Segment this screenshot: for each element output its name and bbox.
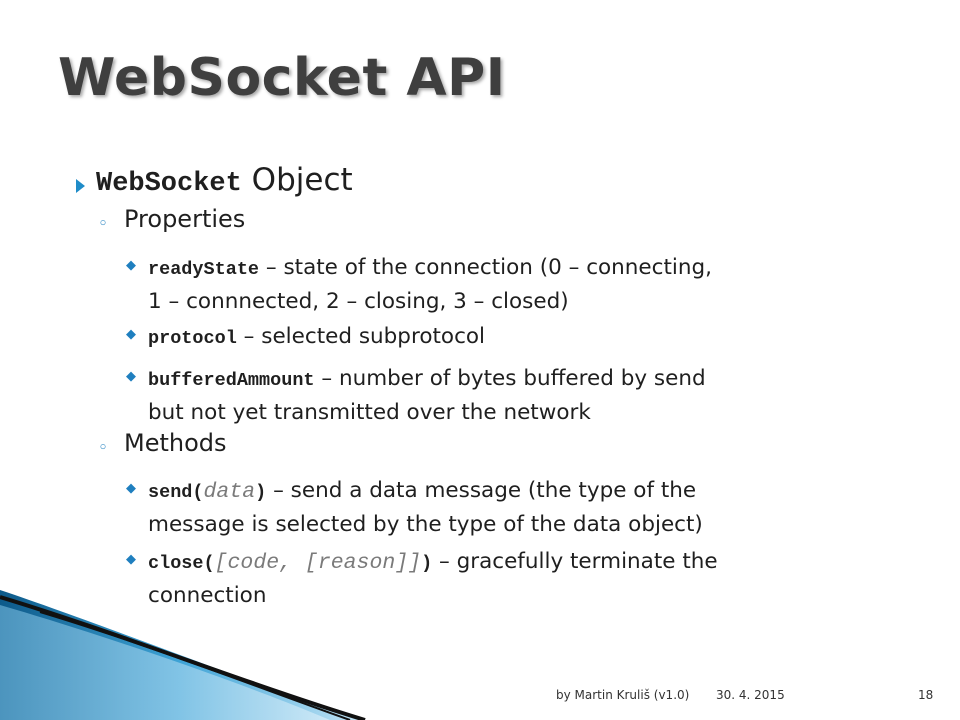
diamond-bullet-icon: ◆: [126, 258, 136, 273]
item-desc: – selected subprotocol: [236, 324, 486, 349]
slide-title: WebSocket API: [58, 48, 506, 108]
item-desc: – gracefully terminate the: [432, 549, 718, 574]
ring-bullet-icon: ◦: [98, 438, 109, 458]
item-line: [148, 252, 928, 286]
ring-bullet-icon: ◦: [98, 214, 109, 234]
list-item: [148, 546, 928, 612]
item-code: protocol: [148, 328, 237, 349]
item-line: [148, 546, 928, 580]
item-line: [148, 363, 928, 397]
item-line: [148, 475, 928, 509]
item-code: ): [255, 482, 267, 503]
item-desc: – number of bytes buffered by send: [314, 366, 706, 391]
list-item: [148, 252, 928, 318]
group-label-methods: Methods: [124, 429, 227, 457]
item-line: message is selected by the type of the data object): [148, 512, 703, 537]
item-param: data: [203, 480, 256, 504]
item-desc: – state of the connection (0 – connecting,: [259, 255, 712, 280]
diamond-bullet-icon: ◆: [126, 327, 136, 342]
list-item: [148, 363, 928, 429]
page-number: 18: [918, 688, 934, 702]
footer-author: by Martin Kruliš (v1.0): [556, 688, 690, 702]
item-line: connection: [148, 583, 267, 608]
list-item: [148, 321, 928, 355]
item-line: but not yet transmitted over the network: [148, 400, 591, 425]
item-line: 1 – connnected, 2 – closing, 3 – closed): [148, 289, 569, 314]
item-code: ): [421, 553, 433, 574]
item-desc: – send a data message (the type of the: [266, 478, 697, 503]
diamond-bullet-icon: ◆: [126, 552, 136, 567]
heading-line: [96, 162, 916, 199]
item-line: [148, 321, 928, 355]
item-param: [code, [reason]]: [214, 551, 422, 575]
heading-code: WebSocket: [96, 169, 242, 199]
diamond-bullet-icon: ◆: [126, 369, 136, 384]
diamond-bullet-icon: ◆: [126, 481, 136, 496]
triangle-bullet-icon: [76, 179, 85, 193]
footer-date: 30. 4. 2015: [716, 688, 785, 702]
item-code: bufferedAmmount: [148, 370, 315, 391]
item-code: send(: [148, 482, 204, 503]
heading-text: Object: [241, 162, 353, 198]
item-code: close(: [148, 553, 215, 574]
group-label-properties: Properties: [124, 205, 246, 233]
item-code: readyState: [148, 259, 260, 280]
list-item: [148, 475, 928, 541]
